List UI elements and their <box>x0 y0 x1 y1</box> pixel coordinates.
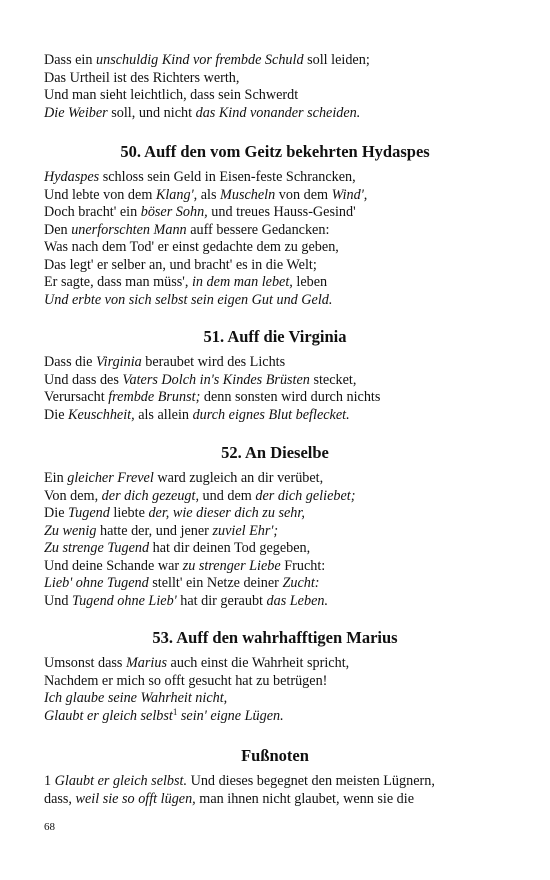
verse-line: Nachdem er mich so offt gesucht hat zu betrügen! <box>44 672 328 689</box>
verse-line: Und erbte von sich selbst sein eigen Gut und Geld. <box>44 291 333 308</box>
verse-line: Hydaspes schloss sein Geld in Eisen-feste Schrancken, <box>44 169 356 185</box>
verse-line: Und lebte von dem Klang', als Muscheln von dem Wind', <box>44 186 368 203</box>
verse-line: Die Keuschheit, als allein durch eignes Blut beflecket. <box>44 406 350 423</box>
poem-51-body <box>44 354 514 424</box>
poem-51-title: 51. Auff die Virginia <box>203 327 347 346</box>
poem-49-ending <box>44 52 514 122</box>
verse-line: Glaubt er gleich selbst$^1$ sein' eigne Lügen. <box>44 706 284 724</box>
verse-line: Zu wenig hatte der, und jener zuviel Ehr'; <box>44 522 279 539</box>
verse-line: Und deine Schande war zu strenger Liebe Frucht: <box>44 557 326 574</box>
poem-50-body <box>44 169 514 309</box>
verse-line: Und man sieht leichtlich, dass sein Schwerdt <box>44 87 299 103</box>
verse-line: Das legt' er selber an, und bracht' es in die Welt; <box>44 256 317 273</box>
poem-52-body <box>44 470 514 610</box>
verse-line: Dass die Virginia beraubet wird des Lichts <box>44 354 286 370</box>
verse-line: Die Weiber soll, und nicht das Kind vonander scheiden. <box>44 104 361 121</box>
poem-52-title: 52. An Dieselbe <box>221 443 329 462</box>
verse-line: Und Tugend ohne Lieb' hat dir geraubt das Leben. <box>44 592 329 609</box>
poem-50-title: 50. Auff den vom Geitz bekehrten Hydaspes <box>120 142 430 161</box>
footnote-line: 1 Glaubt er gleich selbst. Und dieses begegnet den meisten Lügnern, <box>44 773 435 789</box>
poem-53-body <box>44 655 514 725</box>
footnotes-heading: Fußnoten <box>241 746 309 765</box>
verse-line: Das Urtheil ist des Richters werth, <box>44 69 240 86</box>
verse-line: Dass ein unschuldig Kind vor frembde Schuld soll leiden; <box>44 52 370 68</box>
verse-line: Verursacht frembde Brunst; denn sonsten wird durch nichts <box>44 389 381 405</box>
verse-line: Zu strenge Tugend hat dir deinen Tod gegeben, <box>44 540 311 556</box>
verse-line: Den unerforschten Mann auff bessere Gedancken: <box>44 221 330 238</box>
footnote-line: dass, weil sie so offt lügen, man ihnen nicht glaubet, wenn sie die <box>44 790 415 807</box>
verse-line: Doch bracht' ein böser Sohn, und treues Hauss-Gesind' <box>44 204 356 220</box>
footnote-text <box>44 773 514 808</box>
verse-line: Ein gleicher Frevel ward zugleich an dir verübet, <box>44 470 324 486</box>
verse-line: Umsonst dass Marius auch einst die Wahrheit spricht, <box>44 655 350 671</box>
verse-line: Lieb' ohne Tugend stellt' ein Netze deiner Zucht: <box>44 575 320 591</box>
verse-line: Er sagte, dass man müss', in dem man lebet, leben <box>44 274 328 290</box>
verse-line: Und dass des Vaters Dolch in's Kindes Brüsten stecket, <box>44 371 357 388</box>
poem-53-title: 53. Auff den wahrhafftigen Marius <box>152 628 398 647</box>
verse-line: Was nach dem Tod' er einst gedachte dem zu geben, <box>44 239 339 255</box>
footnote-marker[interactable]: 1 <box>172 706 178 717</box>
verse-line: Ich glaube seine Wahrheit nicht, <box>44 690 228 706</box>
page-number: 68 <box>44 821 55 833</box>
verse-line: Die Tugend liebte der, wie dieser dich zu sehr, <box>44 505 305 521</box>
verse-line: Von dem, der dich gezeugt, und dem der dich geliebet; <box>44 487 356 504</box>
